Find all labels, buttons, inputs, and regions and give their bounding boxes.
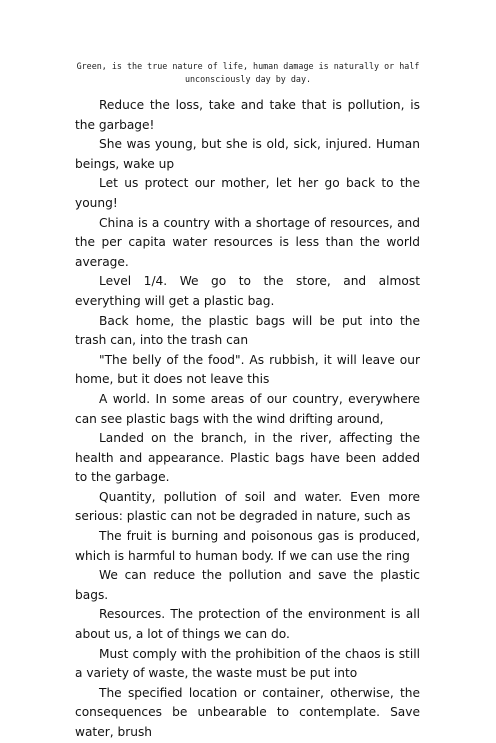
- paragraph: Landed on the branch, in the river, affecting the health and appearance. Plastic bags have been added to the garbage.: [75, 431, 420, 485]
- paragraph: "The belly of the food". As rubbish, it will leave our home, but it does not leave this: [75, 352, 420, 387]
- paragraph: Quantity, pollution of soil and water. Even more serious: plastic can not be degraded in nature, such as: [75, 489, 420, 524]
- paragraph: Let us protect our mother, let her go back to the young!: [75, 176, 420, 210]
- paragraph: China is a country with a shortage of resources, and the per capita water resources is less than the world average.: [75, 215, 420, 269]
- paragraph: We can reduce the pollution and save the plastic bags.: [75, 568, 420, 602]
- paragraph: The fruit is burning and poisonous gas is produced, which is harmful to human body. If we can use the ring: [75, 529, 420, 563]
- paragraph: Reduce the loss, take and take that is pollution, is the garbage!: [75, 98, 420, 132]
- document-title: Green, is the true nature of life, human damage is naturally or half unconsciously day by day.: [76, 61, 420, 84]
- paragraph: Must comply with the prohibition of the chaos is still a variety of waste, the waste must be put into: [75, 646, 420, 681]
- paragraph: She was young, but she is old, sick, injured. Human beings, wake up: [75, 137, 420, 171]
- paragraph: Resources. The protection of the environment is all about us, a lot of things we can do.: [75, 607, 420, 642]
- paragraph: A world. In some areas of our country, everywhere can see plastic bags with the wind drifting around,: [75, 391, 420, 426]
- paragraph: The specified location or container, otherwise, the consequences be unbearable to contemplate. Save water, brush: [75, 685, 420, 739]
- document-body: [75, 96, 420, 743]
- paragraph: Level 1/4. We go to the store, and almost everything will get a plastic bag.: [75, 274, 420, 308]
- paragraph: Back home, the plastic bags will be put into the trash can, into the trash can: [75, 313, 420, 348]
